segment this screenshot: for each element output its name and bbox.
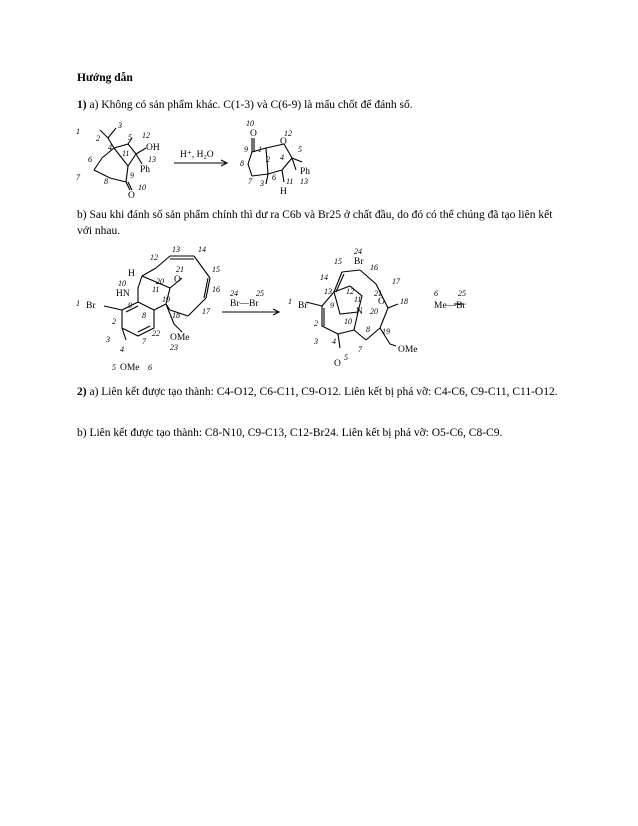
pr1-n6: 6 — [272, 173, 276, 182]
pr2-n17: 17 — [392, 277, 400, 286]
sm1-n4: 4 — [108, 143, 112, 152]
sm1-n7: 7 — [76, 173, 80, 182]
pr1-n2: 2 — [266, 155, 270, 164]
sm2-n12: 12 — [150, 253, 158, 262]
pr1-n13: 13 — [300, 177, 308, 186]
pr1-n4: 4 — [280, 153, 284, 162]
sm2-n4: 4 — [120, 345, 124, 354]
byproduct: Me—Br — [434, 301, 466, 311]
sm1-ph: Ph — [140, 165, 151, 175]
sm2-n17: 17 — [202, 307, 210, 316]
pr2-n18: 18 — [400, 297, 408, 306]
sm1-n6: 6 — [88, 155, 92, 164]
pr1-h: H — [280, 187, 287, 197]
q2-b-text: b) Liên kết được tạo thành: C8-N10, C9-C13, C12-Br24. Liên kết bị phá vỡ: O5-C6, C8-C9. — [77, 427, 503, 439]
q2-number: 2) — [77, 386, 87, 398]
sm2-n1: 1 — [76, 299, 80, 308]
q1-number: 1) — [77, 99, 87, 111]
byproduct-n25: 25 — [458, 289, 466, 298]
pr2-n8: 8 — [366, 325, 370, 334]
sm1-n11: 11 — [122, 149, 130, 158]
pr1-n8: 8 — [240, 159, 244, 168]
pr2-n5: 5 — [344, 353, 348, 362]
sm1-n10: 10 — [138, 183, 146, 192]
sm2-n2: 2 — [112, 317, 116, 326]
sm2-n8: 8 — [142, 311, 146, 320]
pr1-n12: 12 — [284, 129, 292, 138]
sm2-n13: 13 — [172, 245, 180, 254]
sm2-n20: 20 — [156, 277, 164, 286]
pr2-br2: Br — [298, 301, 308, 311]
pr2-br: Br — [354, 257, 364, 267]
sm2-n7: 7 — [142, 337, 146, 346]
q1-a-line — [77, 97, 413, 113]
pr2-n13: 13 — [324, 287, 332, 296]
sm1-n12: 12 — [142, 131, 150, 140]
sm2-n23: 23 — [170, 343, 178, 352]
sm1-n2: 2 — [96, 134, 100, 143]
sm1-n13: 13 — [148, 155, 156, 164]
pr2-n12: 12 — [346, 287, 354, 296]
sm2-o: O — [174, 275, 181, 285]
pr1-n5: 5 — [298, 145, 302, 154]
pr2-n16: 16 — [370, 263, 378, 272]
pr2-n10: 10 — [344, 317, 352, 326]
sm2-n3: 3 — [106, 335, 110, 344]
sm2-hn: HN — [116, 289, 130, 299]
sm2-h: H — [128, 269, 135, 279]
pr2-n21: 21 — [374, 289, 382, 298]
pr2-n: N — [356, 307, 363, 317]
sm2-n5: 5 — [112, 363, 116, 372]
sm1-oh: OH — [146, 143, 160, 153]
q2-a-line — [77, 384, 563, 400]
pr1-n7: 7 — [248, 177, 252, 186]
pr2-n1: 1 — [288, 297, 292, 306]
sm2-n19: 19 — [162, 295, 170, 304]
scheme-2 — [70, 245, 500, 378]
pr2-n14: 14 — [320, 273, 328, 282]
pr2-n4: 4 — [332, 337, 336, 346]
reagent-n25: 25 — [256, 289, 264, 298]
pr2-ome: OMe — [398, 345, 418, 355]
sm1-n5: 5 — [128, 133, 132, 142]
byproduct-n6: 6 — [434, 289, 438, 298]
q1-b-text: b) Sau khi đánh số sản phẩm chính thì dư ra C6b và Br25 ở chất đầu, do đó có thể chúng đã tạo liên kết với nhau. — [77, 209, 553, 237]
pr1-n1: 1 — [258, 145, 262, 154]
scheme-1 — [70, 118, 360, 200]
pr1-ph: Ph — [300, 167, 311, 177]
pr2-n7: 7 — [358, 345, 362, 354]
sm2-n21: 21 — [176, 265, 184, 274]
sm1-n9: 9 — [130, 171, 134, 180]
pr2-o: O — [378, 297, 385, 307]
pr1-o2: O — [280, 137, 287, 147]
pr2-n15: 15 — [334, 257, 342, 266]
sm2-n14: 14 — [198, 245, 206, 254]
sm2-n11: 11 — [152, 285, 160, 294]
scheme1-reagent: H⁺, H₂O — [180, 150, 214, 160]
sm1-o: O — [128, 191, 135, 201]
pr2-o2: O — [334, 359, 341, 369]
pr2-n9: 9 — [330, 301, 334, 310]
pr1-n9: 9 — [244, 145, 248, 154]
sm1-n8: 8 — [104, 177, 108, 186]
pr2-n20: 20 — [370, 307, 378, 316]
pr2-n2: 2 — [314, 319, 318, 328]
sm2-n16: 16 — [212, 285, 220, 294]
sm2-n10: 10 — [118, 279, 126, 288]
pr2-n11: 11 — [354, 295, 362, 304]
reagent-n24: 24 — [230, 289, 238, 298]
sm2-ome2: OMe — [120, 363, 140, 373]
sm2-n18: 18 — [172, 311, 180, 320]
sm2-br: Br — [86, 301, 96, 311]
sm2-n15: 15 — [212, 265, 220, 274]
sm2-n22: 22 — [152, 329, 160, 338]
q2-a-text: a) Liên kết được tạo thành: C4-O12, C6-C11, C9-O12. Liên kết bị phá vỡ: C4-C6, C9-C11, C11-O12. — [86, 386, 558, 398]
sm2-n6: 6 — [148, 363, 152, 372]
sm1-n3: 3 — [118, 121, 122, 130]
scheme2-reagent: Br—Br — [230, 299, 259, 309]
pr1-o: O — [250, 129, 257, 139]
pr1-n3: 3 — [260, 179, 264, 188]
sm1-n1: 1 — [76, 127, 80, 136]
pr2-n3: 3 — [314, 337, 318, 346]
heading: Hướng dẫn — [77, 72, 133, 84]
pr1-n10: 10 — [246, 119, 254, 128]
sm2-ome: OMe — [170, 333, 190, 343]
pr1-n11: 11 — [286, 177, 294, 186]
pr2-n24: 24 — [354, 247, 362, 256]
pr2-n19: 19 — [382, 327, 390, 336]
q1-a-text: a) Không có sản phẩm khác. C(1-3) và C(6-9) là mấu chốt để đánh số. — [86, 99, 413, 111]
sm2-n9: 9 — [128, 301, 132, 310]
